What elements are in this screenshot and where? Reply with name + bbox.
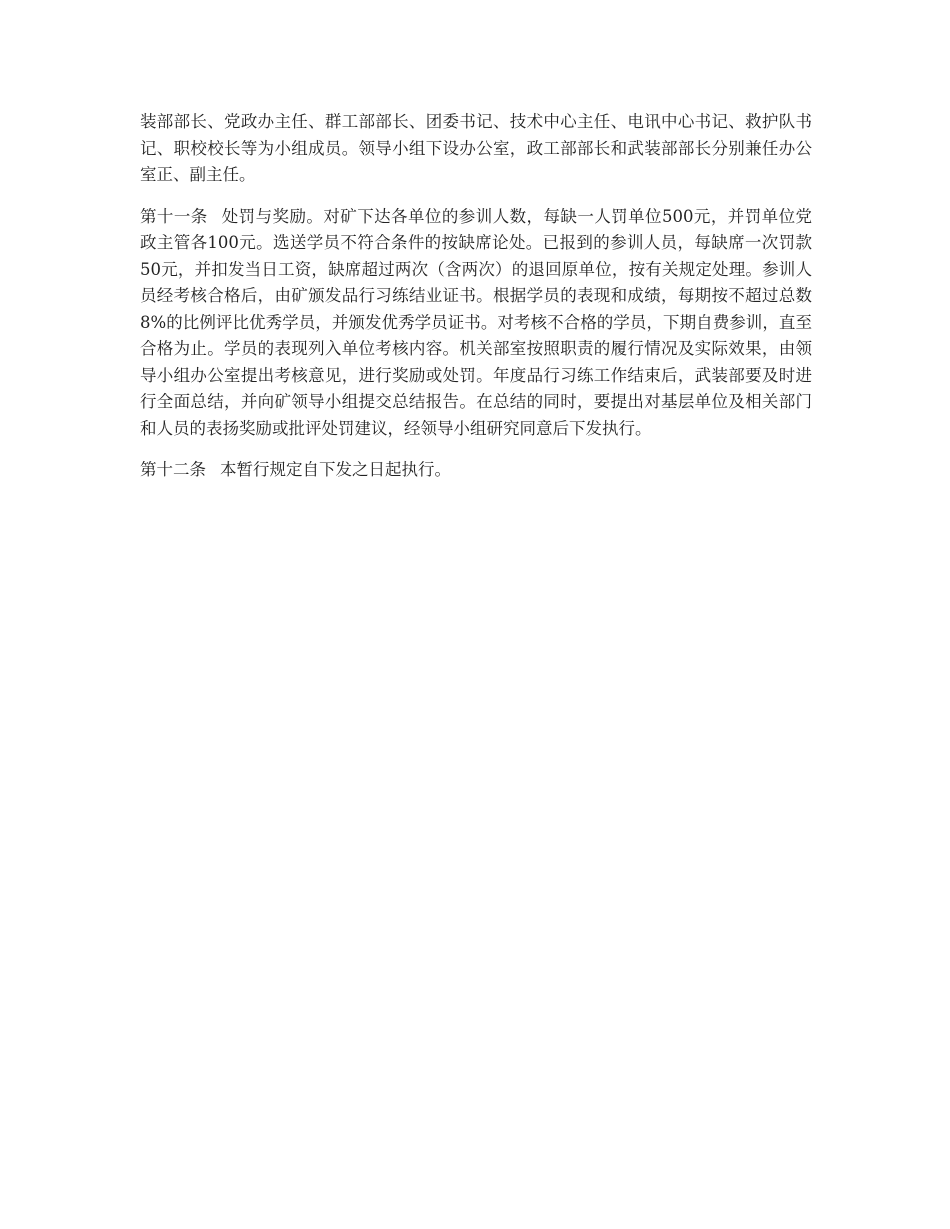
paragraph-article-12 [140, 457, 812, 484]
paragraph-text: 装部部长、党政办主任、群工部部长、团委书记、技术中心主任、电讯中心书记、救护队书记、职校校长等为小组成员。领导小组下设办公室，政工部部长和武装部部长分别兼任办公室正、副主任。 [140, 112, 812, 184]
paragraph-continuation [140, 109, 812, 189]
article-label: 第十一条 [140, 206, 208, 226]
document-body [140, 109, 812, 499]
paragraph-article-11 [140, 204, 812, 443]
paragraph-text: 处罚与奖励。对矿下达各单位的参训人数，每缺一人罚单位500元，并罚单位党政主管各100元。选送学员不符合条件的按缺席论处。已报到的参训人员，每缺席一次罚款50元，并扣发当日工资，缺席超过两次（含两次）的退回原单位，按有关规定处理。参训人员经考核合格后，由矿颁发品行习练结业证书。根据学员的表现和成绩，每期按不超过总数8%的比例评比优秀学员，并颁发优秀学员证书。对考核不合格的学员，下期自费参训，直至合格为止。学员的表现列入单位考核内容。机关部室按照职责的履行情况及实际效果，由领导小组办公室提出考核意见，进行奖励或处罚。年度品行习练工作结束后，武装部要及时进行全面总结，并向矿领导小组提交总结报告。在总结的同时，要提出对基层单位及相关部门和人员的表扬奖励或批评处罚建议，经领导小组研究同意后下发执行。 [140, 206, 812, 438]
paragraph-text: 本暂行规定自下发之日起执行。 [220, 460, 451, 479]
article-label: 第十二条 [140, 460, 206, 479]
